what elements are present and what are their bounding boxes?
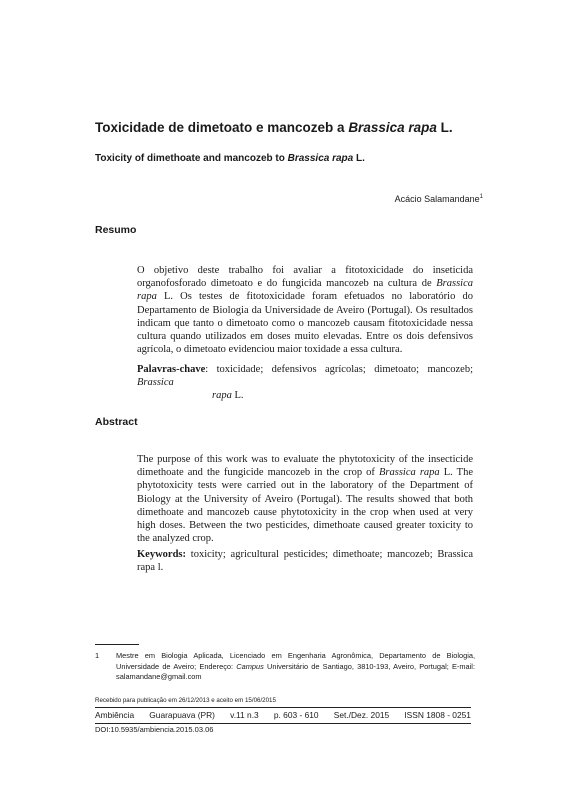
abstract-species: Brassica rapa	[378, 467, 440, 479]
abstract-heading: Abstract	[95, 416, 138, 428]
resumo-heading: Resumo	[95, 224, 137, 236]
footnote-text-1: Mestre em Biologia Aplicada, Licenciado em Engenharia Agronômica, Departamento de Biologia, Universidade de Aveiro; Endereço:	[116, 651, 475, 671]
keywords	[137, 548, 473, 574]
keywords-label: Keywords:	[137, 549, 186, 560]
palavras-chave	[137, 363, 473, 403]
author-footnote-mark: 1	[479, 194, 483, 200]
keywords-values: toxicity; agricultural pesticides; dimethoate; mancozeb; Brassica rapa l.	[137, 549, 473, 574]
title-en-suffix: L.	[353, 153, 365, 164]
journal-volume: v.11 n.3	[230, 710, 259, 720]
resumo-text-2: L. Os testes de fitotoxicidade foram efetuados no laboratório do Departamento de Biologia da Universidade de Aveiro (Portugal). Os resultados indicam que tanto o dimetoato como o mancozeb causam fitotoxicidade nessa cultura quando utilizados em doses muito elevadas. Entre os dois defensivos agrícola, o dimetoato evidenciou maior toxidade a essa cultura.	[137, 291, 473, 356]
palavras-chave-species: Brassica	[137, 377, 174, 389]
journal-info	[95, 710, 471, 720]
journal-date: Set./Dez. 2015	[333, 710, 390, 720]
footnote	[95, 651, 475, 683]
resumo-species: Brassica rapa	[137, 278, 473, 303]
footnote-number: 1	[95, 651, 100, 660]
title-en-text: Toxicity of dimethoate and mancozeb to	[95, 153, 288, 164]
footnote-campus: Campus	[236, 661, 264, 671]
article-title-english	[95, 153, 365, 164]
journal-issn: ISSN 1808 - 0251	[404, 710, 471, 720]
palavras-chave-label: Palavras-chave	[137, 364, 206, 375]
footnote-divider	[95, 644, 139, 645]
palavras-chave-continuation	[137, 389, 473, 402]
palavras-chave-values: : toxicidade; defensivos agrícolas; dimetoato; mancozeb;	[205, 364, 473, 375]
title-suffix: L.	[436, 120, 453, 135]
title-species: Brassica rapa	[348, 120, 437, 135]
received-date: Recebido para publicação em 26/12/2013 e aceito em 15/06/2015	[95, 697, 276, 704]
abstract-text-2: L. The phytotoxicity tests were carried out in the laboratory of the Department of Biology at the University of Aveiro (Portugal). The results showed that both dimethoate and mancozeb cause phytotoxicity in the crop when used at very high doses. Between the two pesticides, dimethoate caused greater toxicity to the analyzed crop.	[137, 467, 473, 545]
doi: DOI:10.5935/ambiencia.2015.03.06	[95, 725, 214, 734]
journal-rule-top	[95, 707, 471, 708]
abstract-text-1: The purpose of this work was to evaluate the phytotoxicity of the insecticide dimethoate and the fungicide mancozeb in the crop of	[137, 454, 473, 479]
title-text: Toxicidade de dimetoato e mancozeb a	[95, 120, 349, 135]
title-en-species: Brassica rapa	[287, 153, 354, 164]
resumo-text-1: O objetivo deste trabalho foi avaliar a fitotoxicidade do inseticida organofosforado dimetoato e do fungicida mancozeb na cultura de	[137, 265, 473, 290]
article-title	[95, 120, 453, 135]
author-name: Acácio Salamandane	[394, 194, 480, 204]
palavras-chave-end: L.	[231, 390, 244, 402]
abstract-paragraph	[137, 453, 473, 545]
journal-city: Guarapuava (PR)	[149, 710, 215, 720]
journal-pages: p. 603 - 610	[273, 710, 319, 720]
footnote-text-2: Universitário de Santiago, 3810-193, Aveiro, Portugal; E-mail: salamandane@gmail.com	[116, 661, 475, 681]
palavras-chave-species-cont: rapa	[212, 390, 232, 402]
resumo-paragraph	[137, 264, 473, 356]
journal-name: Ambiência	[95, 710, 135, 720]
footnote-body	[95, 651, 475, 683]
author-line	[395, 194, 483, 204]
journal-rule-bottom	[95, 723, 471, 724]
